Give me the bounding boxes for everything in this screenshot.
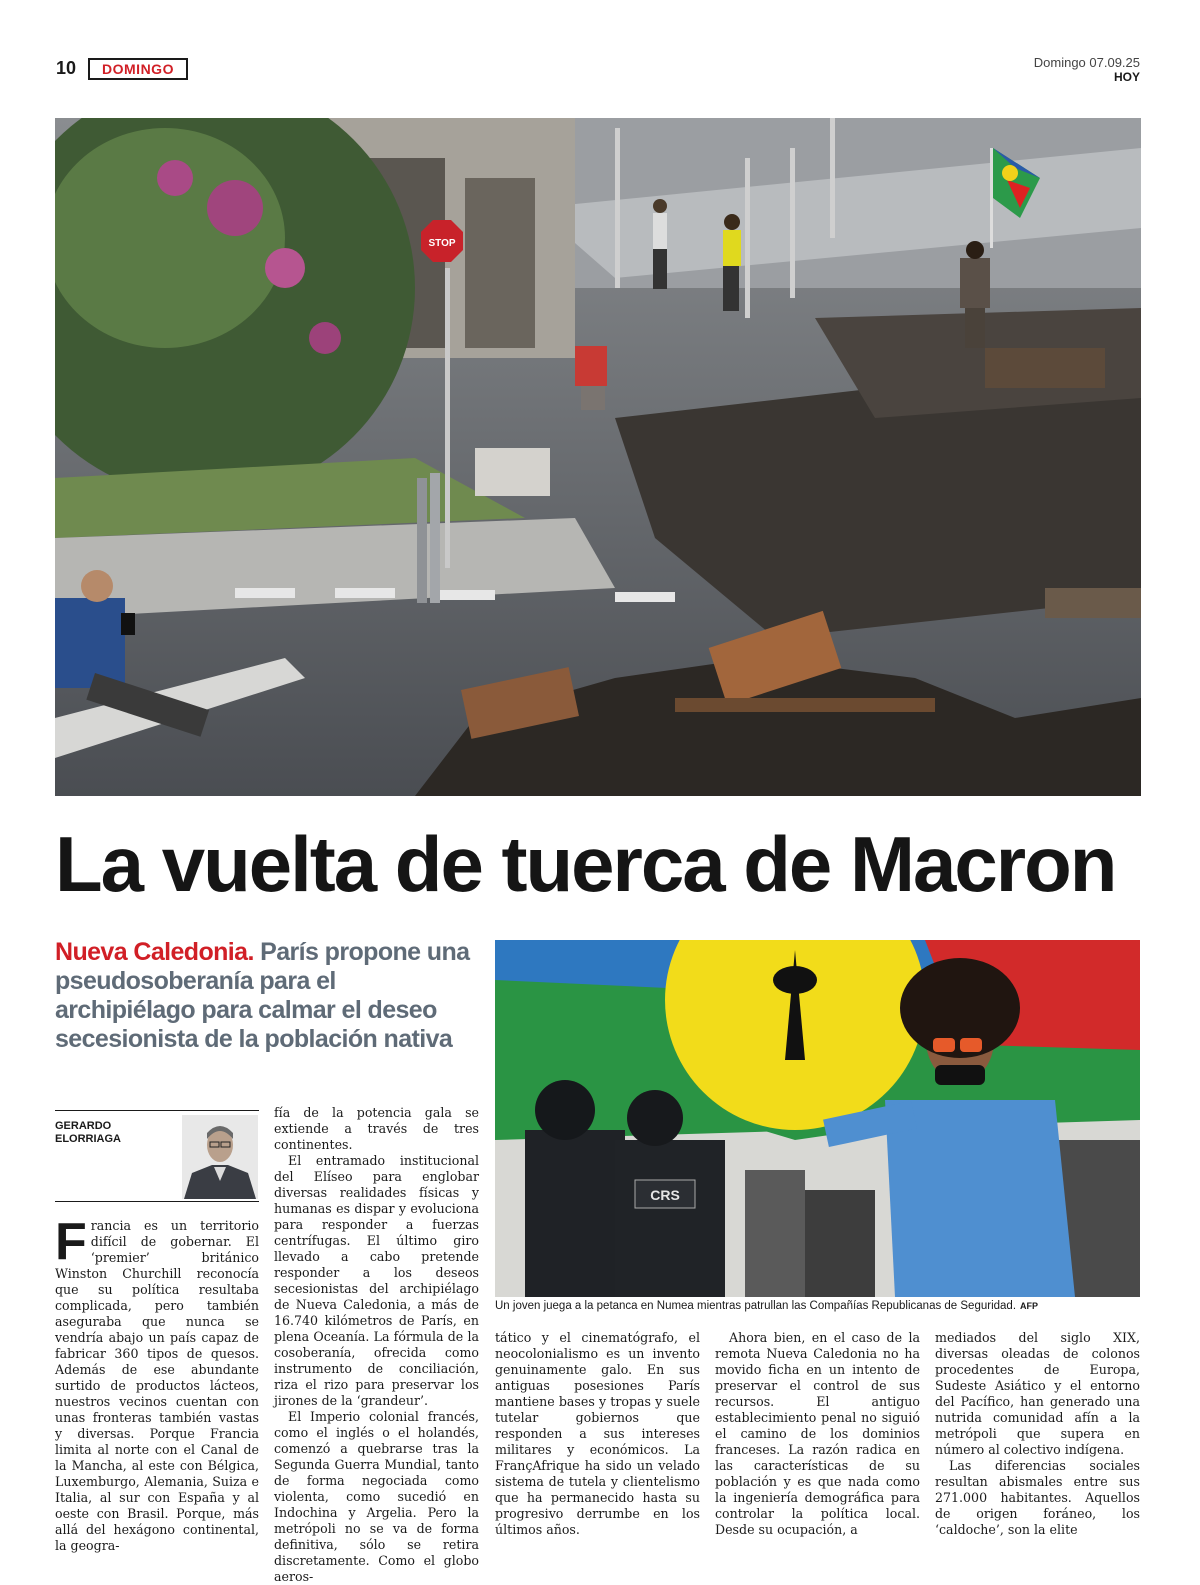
section-label: DOMINGO (88, 58, 188, 80)
photo-protester-flag (495, 940, 1140, 1297)
photo-credit: AFP (1020, 1301, 1039, 1311)
body-column-4 (715, 1330, 920, 1538)
author-name: GERARDO ELORRIAGA (55, 1120, 121, 1145)
body-paragraph: El Imperio colonial francés, como el inglés o el holandés, comenzó a quebrarse tras la Segunda Guerra Mundial, tanto de forma negociada como violenta, como sucedió en Indochina y Argelia. Pero la metrópoli no se va de forma definitiva, sólo se retira discretamente. Como el globo aeros- (274, 1409, 479, 1584)
body-paragraph: mediados del siglo XIX, diversas oleadas de colonos procedentes de Europa, Sudeste Asiático y el entorno del Pacífico, han generado una nutrida comunidad afín a la metrópoli que supera en número al colectivo indígena. (935, 1330, 1140, 1457)
main-photo (55, 118, 1141, 796)
body-paragraph: Las diferencias sociales resultan abismales entre sus 271.000 habitantes. Aquellos de origen foráneo, los ‘caldoche’, son la elite (935, 1458, 1140, 1537)
body-column-3 (495, 1330, 700, 1538)
body-paragraph: tático y el cinematógrafo, el neocolonialismo es un invento genuinamente galo. En sus antiguas posesiones París mantiene bases y tropas y suele tutelar gobiernos que responden a sus intereses militares y económicos. La FrançAfrique ha sido un velado sistema de tutela y clientelismo que ha permanecido hasta su progresivo derrumbe en los últimos años. (495, 1330, 700, 1537)
body-column-1 (55, 1213, 259, 1554)
svg-text:STOP: STOP (428, 238, 456, 249)
photo-caption (495, 1300, 1140, 1312)
deck (55, 938, 475, 1054)
deck-text: París propone una pseudosoberanía para el archipiélago para calmar el deseo secesionista de la población nativa (55, 938, 470, 1053)
body-paragraph: fía de la potencia gala se extiende a través de tres continentes. (274, 1105, 479, 1152)
body-paragraph: El entramado institucional del Elíseo para englobar diversas realidades físicas y humanas es dispar y evoluciona para responder a fuerzas centrífugas. El último giro llevado a cabo pretende responder a los deseos secesionistas del archipiélago de Nueva Caledonia, a más de 16.740 kilómetros de París, en plena Oceanía. La fórmula de la cosoberanía, ofrecida como instrumento de conciliación, riza el rizo para preservar los jirones de la ‘grandeur’. (274, 1153, 479, 1408)
crs-vest-label: CRS (650, 1187, 680, 1203)
body-text: rancia es un territorio difícil de gobernar. El ‘premier’ británico Winston Churchill reconocía que su política resultaba complicada, pero también aseguraba que nunca se vendría abajo un país capaz de fabricar 360 tipos de quesos. Además de ese abundante surtido de productos lácteos, nuestros vecinos cuentan con unas fronteras también vastas y diversas. Porque Francia limita al norte con el Canal de la Mancha, al este con Bélgica, Luxemburgo, Alemania, Suiza e Italia, al sur con España y al oeste con Brasil. Porque, más allá del hexágono continental, la geogra- (55, 1218, 259, 1553)
page-number: 10 (56, 58, 77, 78)
secondary-photo (495, 940, 1140, 1297)
drop-cap: F (55, 1213, 87, 1271)
headline: La vuelta de tuerca de Macron (55, 820, 1116, 908)
issue-date: Domingo 07.09.25 (1033, 55, 1140, 70)
dateline (1034, 56, 1140, 84)
photo-barricade-street (55, 118, 1141, 796)
body-paragraph: Ahora bien, en el caso de la remota Nueva Caledonia no ha movido ficha en un intento de preservar el control de sus recursos. El antiguo establecimiento penal no siguió el camino de los dominios franceses. La razón radica en las características de su población y es que nada como la ingeniería demográfica para controlar la política local. Desde su ocupación, a (715, 1330, 920, 1537)
deck-kicker: Nueva Caledonia. (55, 938, 254, 966)
publication-name: HOY (1113, 70, 1140, 84)
body-column-5 (935, 1330, 1140, 1538)
body-column-2 (274, 1105, 479, 1585)
author-photo (182, 1115, 258, 1199)
caption-text: Un joven juega a la petanca en Numea mientras patrullan las Compañías Republicanas de Seguridad. (495, 1300, 1017, 1312)
author-portrait-icon (182, 1115, 258, 1199)
